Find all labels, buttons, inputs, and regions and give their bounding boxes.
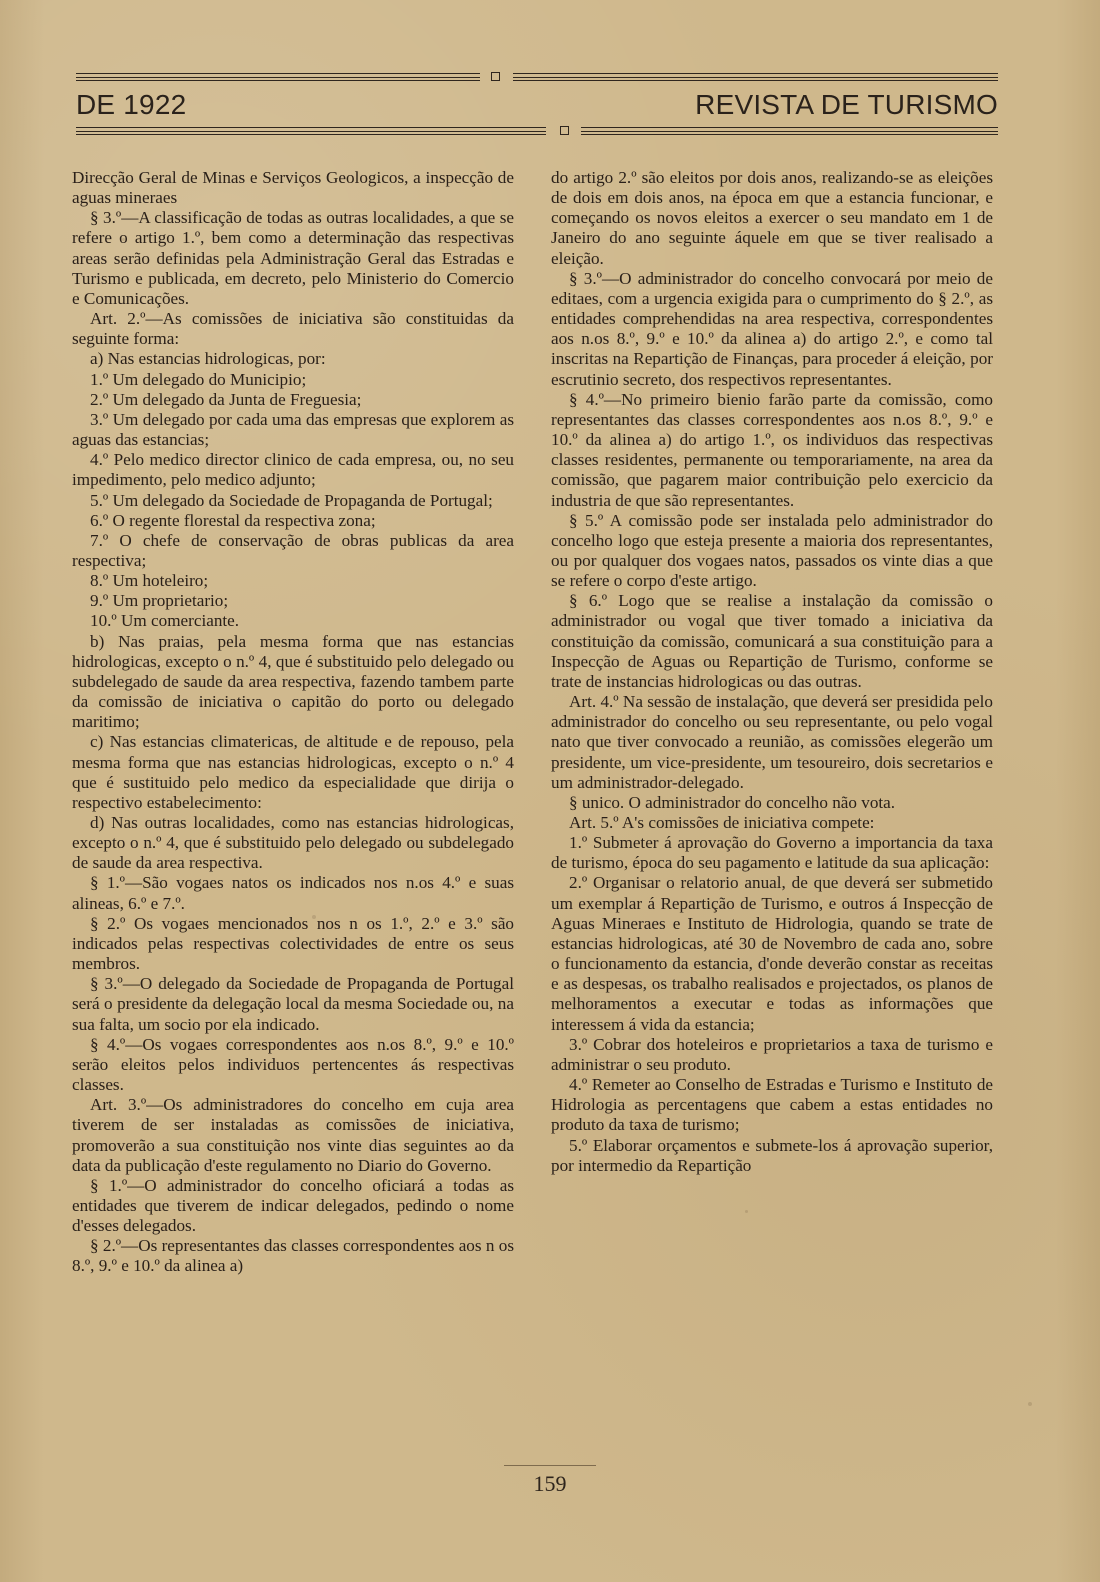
top-decorative-rule — [76, 72, 998, 82]
paragraph: 1.º Submeter á aprovação do Governo a importancia da taxa de turismo, época do seu pagamento e latitude da sua aplicação: — [551, 833, 993, 873]
paragraph: § 1.º—São vogaes natos os indicados nos n.os 4.º e suas alineas, 6.º e 7.º. — [72, 873, 514, 913]
paragraph: 5.º Um delegado da Sociedade de Propaganda de Portugal; — [90, 490, 493, 510]
paragraph: 5.º Elaborar orçamentos e submete-los á aprovação superior, por intermedio da Repartição — [551, 1135, 993, 1175]
bottom-decorative-rule — [76, 126, 998, 136]
paragraph: § 4.º—Os vogaes correspondentes aos n.os 8.º, 9.º e 10.º serão eleitos pelos individuos pertencentes ás respectivas classes. — [72, 1034, 514, 1095]
paragraph: 8.º Um hoteleiro; — [90, 571, 209, 591]
paragraph: c) Nas estancias climatericas, de altitude e de repouso, pela mesma forma que nas estancias hidrologicas, excepto o n.º 4 que é sustituido pelo medico da especialidade que dirija o respectivo estabelecimento: — [72, 732, 514, 812]
paragraph: Direcção Geral de Minas e Serviços Geologicos, a inspecção de aguas mineraes — [72, 168, 514, 208]
paragraph: 3.º Cobrar dos hoteleiros e proprietarios a taxa de turismo e administrar o seu produto. — [551, 1034, 993, 1074]
paragraph: Art. 5.º A's comissões de iniciativa compete: — [569, 813, 875, 832]
header-date: DE 1922 — [76, 89, 187, 120]
paragraph: 10.º Um comerciante. — [90, 611, 240, 631]
paragraph: § 2.º—Os representantes das classes correspondentes aos n os 8.º, 9.º e 10.º da alinea a) — [72, 1236, 514, 1276]
page-header — [76, 88, 998, 122]
paragraph: 2.º Um delegado da Junta de Freguesia; — [90, 389, 362, 409]
paragraph: § 4.º—No primeiro bienio farão parte da comissão, como representantes das classes correspondentes aos n.os 8.º, 9.º e 10.º da alinea a) do artigo 1.º, os individuos das respectivas classes residentes, permanente ou temporariamente, na area da comissão, que pagarem maior contribuição pelo exercicio da industria de que são representantes. — [551, 389, 993, 510]
paragraph: 6.º O regente florestal da respectiva zona; — [90, 510, 376, 530]
paragraph: 7.º O chefe de conservação de obras publicas da area respectiva; — [72, 530, 514, 570]
paper-speck — [1028, 1402, 1032, 1406]
rule-square-icon — [560, 126, 569, 135]
rule-square-icon — [491, 72, 500, 81]
page-number-rule — [504, 1465, 596, 1466]
paragraph: Art. 2.º—As comissões de iniciativa são constituidas da seguinte forma: — [72, 309, 514, 349]
paragraph: § 3.º—A classificação de todas as outras localidades, a que se refere o artigo 1.º, bem como a determinação das respectivas areas serão definidas pela Administração Geral das Estradas e Turismo e publicada, em decreto, pelo Ministerio do Comercio e Comunicações. — [72, 208, 514, 308]
paragraph: § 2.º Os vogaes mencionados nos n os 1.º, 2.º e 3.º são indicados pelas respectivas colectividades de entre os seus membros. — [72, 913, 514, 974]
right-text-column — [551, 168, 993, 1176]
paragraph: d) Nas outras localidades, como nas estancias hidrologicas, excepto o n.º 4, que é substituido pelo delegado ou subdelegado de saude da area respectiva. — [72, 813, 514, 873]
paragraph: § 5.º A comissão pode ser instalada pelo administrador do concelho logo que esteja presente a maioria dos representantes, ou por qualquer dos vogaes natos, passados os vinte dias a que se refere o corpo d'este artigo. — [551, 510, 993, 591]
paragraph: § unico. O administrador do concelho não vota. — [569, 792, 896, 812]
paper-speck — [745, 1210, 748, 1213]
paragraph: § 3.º—O delegado da Sociedade de Propaganda de Portugal será o presidente da delegação local da mesma Sociedade ou, na sua falta, um socio por ela indicado. — [72, 974, 514, 1034]
left-text-column — [72, 168, 514, 1277]
paragraph: 9.º Um proprietario; — [90, 591, 229, 611]
page-number: 159 — [533, 1471, 567, 1496]
paragraph: Art. 3.º—Os administradores do concelho em cuja area tiverem de ser instaladas as comissões de iniciativa, promoverão a sua constituição nos vinte dias seguintes ao da data da publicação d'este regulamento no Diario do Governo. — [72, 1095, 514, 1175]
paragraph: b) Nas praias, pela mesma forma que nas estancias hidrologicas, excepto o n.º 4, que é substituido pelo delegado ou subdelegado de saude da area respectiva, fazendo tambem parte da comissão de iniciativa o capitão do porto ou delegado maritimo; — [72, 631, 514, 732]
header-title: REVISTA DE TURISMO — [695, 89, 998, 120]
paragraph: do artigo 2.º são eleitos por dois anos, realizando-se as eleições de dois em dois anos, na época em que a estancia funcionar, e começando os novos eleitos a exercer o seu mandato em 1 de Janeiro do ano seguinte áquele em que se tiver realisado a eleição. — [551, 168, 993, 268]
paragraph: § 6.º Logo que se realise a instalação da comissão o administrador ou vogal que tiver tomado a iniciativa da constituição da comissão, comunicará a sua constituição para a Inspecção de Aguas ou Repartição de Turismo, conforme se trate de instancias hidrologicas ou das outras. — [551, 591, 993, 691]
paragraph: 1.º Um delegado do Municipio; — [90, 369, 307, 389]
paragraph: 3.º Um delegado por cada uma das empresas que explorem as aguas das estancias; — [72, 409, 514, 450]
paragraph: Art. 4.º Na sessão de instalação, que deverá ser presidida pelo administrador do concelho ou seu representante, ou pelo vogal nato que tiver convocado a reunião, as comissões elegerão um presidente, um vice-presidente, um tesoureiro, dois secretarios e um administrador-delegado. — [551, 692, 993, 792]
paragraph: § 3.º—O administrador do concelho convocará por meio de editaes, com a urgencia exigida para o cumprimento do § 2.º, as entidades comprehendidas na area respectiva, correspondentes aos n.os 8.º, 9.º e 10.º da alinea a) do artigo 2.º, e como tal inscritas na Repartição de Finanças, para proceder á eleição, por escrutinio secreto, dos respectivos representantes. — [551, 268, 993, 389]
paragraph: 4.º Pelo medico director clinico de cada empresa, ou, no seu impedimento, pelo medico adjunto; — [72, 450, 514, 490]
paragraph: 2.º Organisar o relatorio anual, de que deverá ser submetido um exemplar á Repartição de Turismo, e outros á Inspecção de Aguas Mineraes e Instituto de Hidrologia, quando se trate de estancias hidrologicas, até 30 de Novembro de cada ano, sobre o funcionamento da estancia, d'onde deverão constar as receitas e as despesas, os trabalho realisados e projectados, os planos de melhoramentos a executar e todas as informações que interessem á vida da estancia; — [551, 873, 993, 1034]
paragraph: a) Nas estancias hidrologicas, por: — [90, 349, 326, 369]
paragraph: 4.º Remeter ao Conselho de Estradas e Turismo e Instituto de Hidrologia as percentagens que cabem a estas entidades no produto da taxa de turismo; — [551, 1075, 993, 1135]
paragraph: § 1.º—O administrador do concelho oficiará a todas as entidades que tiverem de indicar delegados, pedindo o nome d'esses delegados. — [72, 1175, 514, 1236]
